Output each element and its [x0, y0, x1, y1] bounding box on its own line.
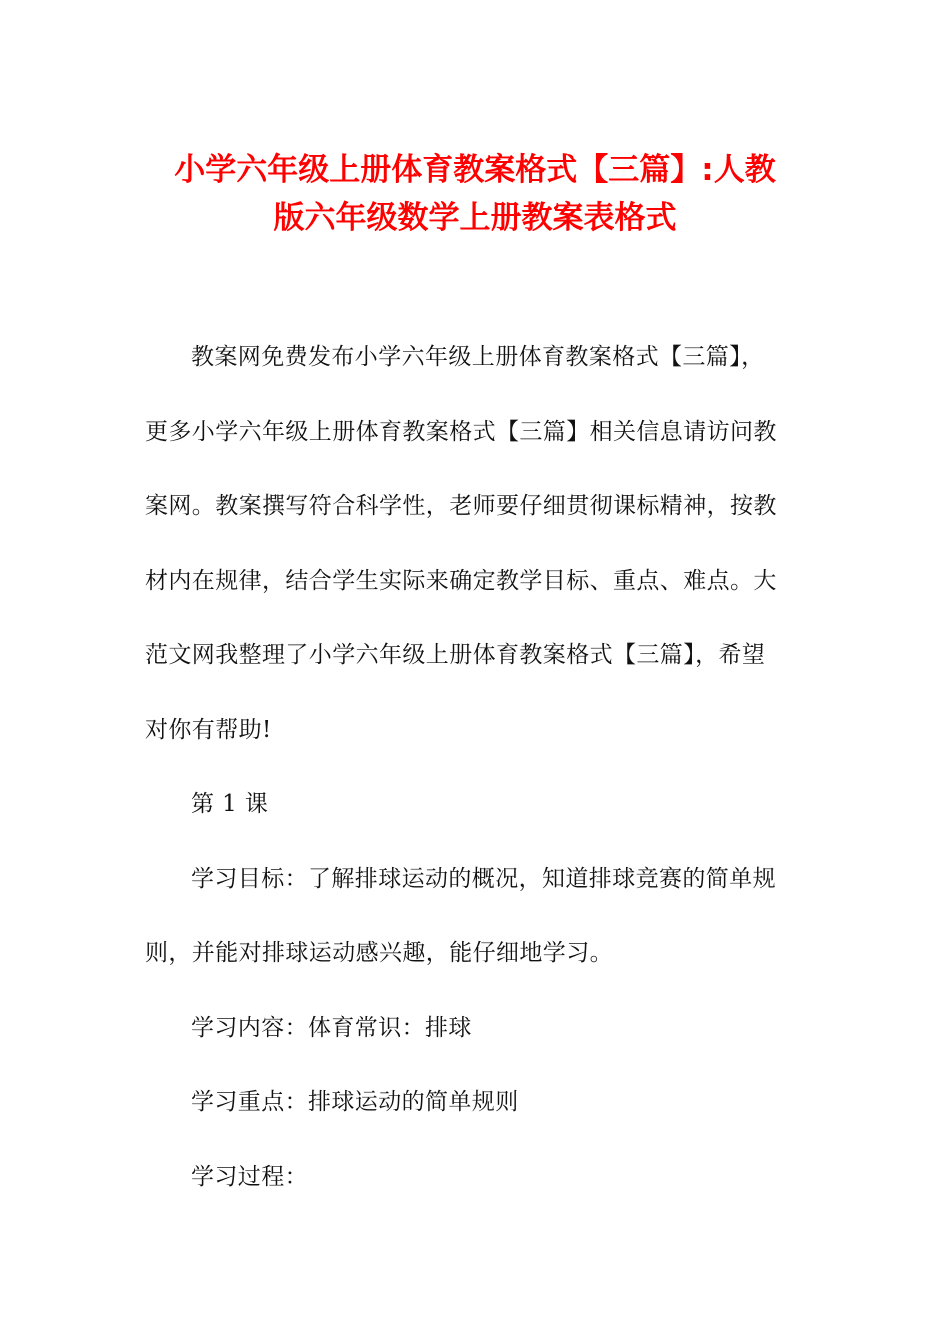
- learning-focus: 学习重点：排球运动的简单规则: [191, 1089, 519, 1115]
- paragraph-intro-line-5: 范文网我整理了小学六年级上册体育教案格式【三篇】，希望: [145, 642, 766, 668]
- learning-goal-line-2: 则，并能对排球运动感兴趣，能仔细地学习。: [145, 940, 613, 966]
- paragraph-intro-line-4: 材内在规律，结合学生实际来确定教学目标、重点、难点。大: [145, 567, 777, 594]
- learning-content: 学习内容：体育常识：排球: [191, 1014, 472, 1041]
- learning-process: 学习过程：: [191, 1163, 308, 1190]
- title-line-2: 版六年级数学上册教案表格式: [273, 200, 677, 236]
- paragraph-intro-line-6: 对你有帮助!: [145, 716, 272, 743]
- paragraph-intro-line-3: 案网。教案撰写符合科学性，老师要仔细贯彻课标精神，按教: [145, 493, 777, 519]
- document-title: [120, 146, 830, 242]
- title-line-1: 小学六年级上册体育教案格式【三篇】:人教: [174, 152, 776, 188]
- paragraph-intro-line-2: 更多小学六年级上册体育教案格式【三篇】相关信息请访问教: [145, 418, 777, 445]
- learning-goal-line-1: 学习目标：了解排球运动的概况，知道排球竞赛的简单规: [191, 865, 776, 892]
- lesson-heading: 第 1 课: [191, 791, 269, 817]
- paragraph-intro-line-1: 教案网免费发布小学六年级上册体育教案格式【三篇】，: [191, 344, 765, 370]
- document-body: [145, 320, 805, 1214]
